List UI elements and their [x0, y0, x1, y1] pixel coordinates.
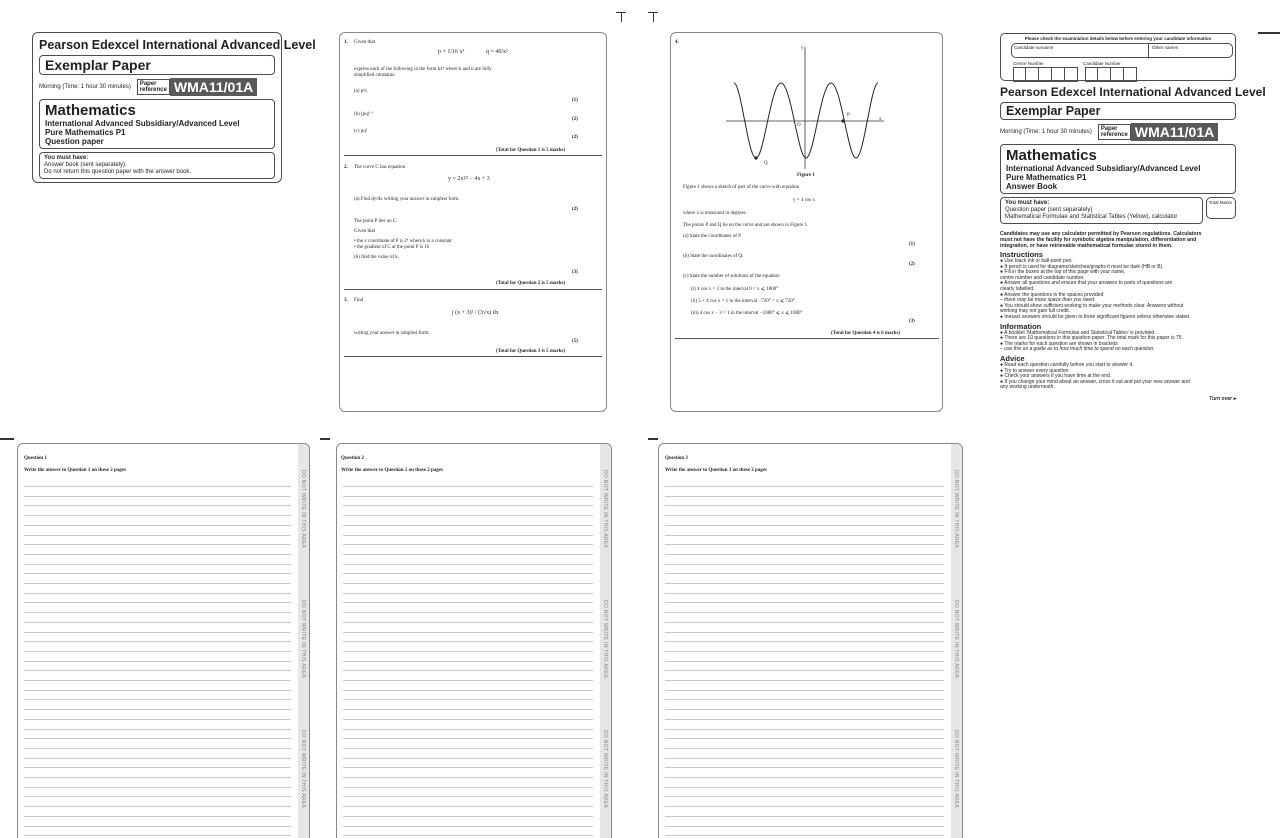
q4-total: (Total for Question 4 is 6 marks) [831, 331, 901, 336]
answer-q3-dnw-3: DO NOT WRITE IN THIS AREA [953, 730, 959, 809]
q1-q-expression: q = 40/x² [486, 49, 508, 55]
q1-mark-c: (2) [572, 135, 578, 140]
q2-part-b: (b) find the value of k. [354, 255, 399, 260]
ab-info-1: ● A booklet ‘Mathematical Formulae and Statistical Tables’ is provided. [1000, 329, 1156, 336]
answer-rule-line [665, 505, 944, 506]
q1-number: 1. [344, 40, 348, 45]
q4-mark-a: (1) [909, 242, 915, 247]
q2-equation: y = 2x³⁄² − 4x + 3 [448, 176, 490, 182]
answer-rule-line [665, 796, 944, 797]
answer-rule-line [665, 777, 944, 778]
q4-figure-caption: Figure 1 [797, 173, 815, 178]
answer-rule-line [343, 729, 593, 730]
q2-bullet-1: • the x coordinate of P is 2ᵏ where k is a constant [354, 239, 452, 244]
q4-points: The points P and Q lie on the curve and are shown in Figure 1. [683, 223, 809, 228]
cover-ref-label-1: Paper [139, 81, 157, 87]
answer-rule-line [24, 651, 291, 652]
answer-rule-line [665, 748, 944, 749]
answer-rule-line [665, 602, 944, 603]
answer-q2-dnw-1: DO NOT WRITE IN THIS AREA [602, 470, 608, 549]
ab-advice-heading: Advice [1000, 353, 1025, 363]
ab-total-marks: Total Marks [1209, 200, 1233, 205]
cover-must1: Answer book (sent separately). [44, 162, 127, 168]
answer-rule-line [343, 505, 593, 506]
cover-title: Pearson Edexcel International Advanced Level [39, 38, 316, 52]
answer-rule-line [24, 496, 291, 497]
q1-total: (Total for Question 1 is 5 marks) [496, 148, 566, 153]
graph-label-q: Q [764, 161, 768, 166]
answer-rule-line [24, 515, 291, 516]
answer-q2-dnw-3: DO NOT WRITE IN THIS AREA [602, 730, 608, 809]
answer-q1-dnw-3: DO NOT WRITE IN THIS AREA [300, 730, 306, 809]
q4-degrees: where x is measured in degrees. [683, 211, 747, 216]
answer-rule-line [665, 816, 944, 817]
q2-text: The curve C has equation [354, 165, 406, 170]
answer-rule-line [24, 729, 291, 730]
answer-rule-line [665, 632, 944, 633]
cover-must-box [39, 152, 275, 179]
answer-rule-line [24, 777, 291, 778]
q4-part-b: (b) State the coordinates of Q. [683, 254, 744, 259]
q4-part-c3: (iii) 4 cos x − 3 = 1 in the interval −1080° ⩽ x ⩽ 1080° [691, 311, 803, 316]
answer-rule-line [343, 796, 593, 797]
q1-part-a: (a) p⅓ [354, 89, 368, 94]
q2-number: 2. [344, 165, 348, 170]
ab-ref-label-2: reference [1100, 132, 1128, 138]
q3-total: (Total for Question 3 is 5 marks) [496, 349, 566, 354]
ab-advice-2: ● Try to answer every question. [1000, 367, 1070, 374]
ab-subject-box [1000, 144, 1236, 194]
answer-rule-line [24, 787, 291, 788]
answer-rule-line [665, 573, 944, 574]
cover-ref-code: WMA11/01A [170, 78, 257, 96]
ab-instructions-list [1000, 259, 1236, 321]
q3-find: Find [354, 298, 364, 303]
answer-rule-line [24, 758, 291, 759]
ab-title: Pearson Edexcel International Advanced Level [1000, 85, 1266, 99]
answer-rule-line [24, 826, 291, 827]
answer-rule-line [24, 661, 291, 662]
ab-must-title: You must have: [1005, 200, 1050, 206]
answer-rule-line [665, 641, 944, 642]
crop-mark [0, 438, 14, 440]
q2-mark-b: (3) [572, 270, 578, 275]
ab-calculator-note [1000, 231, 1236, 249]
answer-rule-line [343, 767, 593, 768]
answer-rule-line [24, 622, 291, 623]
ab-sub2: Pure Mathematics P1 [1006, 173, 1087, 182]
cover-exemplar: Exemplar Paper [39, 55, 275, 75]
q4-number: 4. [675, 40, 679, 45]
cover-ref-label [137, 79, 170, 95]
answer-rule-line [665, 767, 944, 768]
answer-q1-dnw-2: DO NOT WRITE IN THIS AREA [300, 600, 306, 679]
answer-rule-line [343, 583, 593, 584]
answer-rule-line [665, 806, 944, 807]
crop-mark [621, 12, 622, 22]
crop-mark [653, 12, 654, 22]
answer-rule-line [343, 544, 593, 545]
answer-rule-line [343, 554, 593, 555]
answer-rule-line [665, 709, 944, 710]
answer-rule-line [665, 544, 944, 545]
graph-point-q [754, 156, 757, 159]
answer-rule-line [343, 486, 593, 487]
cover-subject-box [39, 99, 275, 149]
ab-instr-4b: clearly labelled. [1000, 285, 1035, 292]
answer-rule-line [665, 719, 944, 720]
answer-rule-line [343, 777, 593, 778]
answer-rule-line [665, 680, 944, 681]
q1-given: Given that [354, 40, 375, 45]
answer-rule-line [665, 787, 944, 788]
ab-instr-3: ● Fill in the boxes at the top of this page with your name, [1000, 269, 1126, 276]
answer-rule-line [343, 680, 593, 681]
answer-q2-heading: Question 2 [341, 456, 364, 461]
answer-rule-line [24, 602, 291, 603]
ab-ref-label [1098, 124, 1131, 140]
answer-rule-line [343, 748, 593, 749]
q4-part-c1: (i) 4 cos x = 3 in the interval 0 < x ⩽ 1800° [691, 287, 779, 292]
ab-other-label: Other names [1152, 45, 1179, 50]
answer-rule-line [665, 661, 944, 662]
answer-rule-line [665, 612, 944, 613]
answer-rule-line [665, 535, 944, 536]
ab-name-divider [1148, 44, 1149, 57]
q4-mark-b: (2) [909, 262, 915, 267]
answer-rule-line [24, 719, 291, 720]
answer-rule-line [665, 699, 944, 700]
answer-rule-line [24, 699, 291, 700]
question-paper-cover [32, 32, 316, 183]
ab-turn-over: Turn over ▸ [1209, 395, 1236, 402]
answer-rule-line [24, 525, 291, 526]
answer-rule-line [24, 593, 291, 594]
answer-rule-line [24, 670, 291, 671]
answer-rule-line [24, 796, 291, 797]
answer-rule-line [665, 826, 944, 827]
answer-page-q3 [658, 443, 963, 838]
answer-rule-line [24, 709, 291, 710]
ab-name-box[interactable] [1011, 43, 1233, 58]
cover-must-title: You must have: [44, 155, 89, 161]
q2-divider [344, 289, 602, 290]
ab-advice-4: ● If you change your mind about an answer, cross it out and put your new answer and [1000, 378, 1190, 385]
answer-q1-dnw-1: DO NOT WRITE IN THIS AREA [300, 470, 306, 549]
q4-part-c: (c) State the number of solutions of the equation [683, 274, 780, 279]
ab-exemplar: Exemplar Paper [1000, 102, 1236, 120]
question-sheet-q4 [670, 32, 943, 412]
ab-calc-2: must not have the facility for symbolic algebra manipulation, differentiation and [1000, 237, 1197, 243]
ab-calc-1: Candidates may use any calculator permitted by Pearson regulations. Calculators [1000, 231, 1202, 237]
ab-information-heading: Information [1000, 321, 1042, 331]
answer-rule-line [343, 719, 593, 720]
answer-rule-line [24, 690, 291, 691]
answer-rule-line [343, 602, 593, 603]
ab-info-2: ● There are 10 questions in this question paper. The total mark for this paper is 75. [1000, 335, 1183, 342]
ab-instr-6b: working may not gain full credit. [1000, 308, 1071, 315]
q2-total: (Total for Question 2 is 5 marks) [496, 281, 566, 286]
crop-mark [320, 438, 330, 440]
graph-label-x: x [879, 117, 882, 122]
answer-rule-line [343, 661, 593, 662]
ab-time-row [1000, 123, 1236, 141]
cover-time: Morning (Time: 1 hour 30 minutes) [39, 84, 131, 90]
answer-rule-line [665, 758, 944, 759]
ab-candidate-boxes[interactable] [1085, 67, 1137, 82]
answer-q2-instruction: Write the answer to Question 2 on these 2 pages [341, 468, 443, 473]
answer-rule-line [343, 806, 593, 807]
answer-rule-line [343, 525, 593, 526]
answer-rule-line [665, 496, 944, 497]
answer-rule-line [343, 641, 593, 642]
question-sheet-q1-q3 [339, 32, 607, 412]
q1-mark-a: (1) [572, 98, 578, 103]
q3-write: writing your answer in simplest form. [354, 331, 430, 336]
answer-rule-line [24, 680, 291, 681]
ab-advice-list [1000, 363, 1236, 391]
answer-rule-line [24, 535, 291, 536]
answer-q3-dnw-1: DO NOT WRITE IN THIS AREA [953, 470, 959, 549]
answer-page-q2 [336, 443, 612, 838]
q1-divider [344, 155, 602, 156]
ab-calc-3: integration, or have retrievable mathematical formulae stored in them. [1000, 243, 1173, 249]
answer-rule-line [24, 816, 291, 817]
answer-q3-instruction: Write the answer to Question 3 on these 2 pages [665, 468, 767, 473]
answer-rule-line [343, 690, 593, 691]
ab-sub1: International Advanced Subsidiary/Advanced Level [1006, 164, 1201, 173]
q4-part-a: (a) State the coordinates of P. [683, 234, 742, 239]
cover-ref-label-2: reference [139, 87, 167, 93]
ab-advice-1: ● Read each question carefully before you start to answer it. [1000, 361, 1134, 368]
ab-instr-5b: – there may be more space than you need. [1000, 297, 1096, 304]
answer-rule-line [343, 651, 593, 652]
answer-rule-line [343, 535, 593, 536]
q3-divider [344, 356, 602, 357]
answer-rule-line [24, 583, 291, 584]
answer-rule-line [665, 738, 944, 739]
ab-ref-label-1: Paper [1100, 126, 1118, 132]
answer-rule-line [665, 515, 944, 516]
answer-rule-line [24, 573, 291, 574]
answer-rule-line [24, 748, 291, 749]
cover-time-row [39, 78, 275, 96]
ab-check: Please check the examination details below before entering your candidate information [1024, 36, 1212, 41]
ab-must-box [1000, 197, 1203, 224]
ab-instr-2: ● If pencil is used for diagrams/sketches/graphs it must be dark (HB or B). [1000, 263, 1164, 270]
ab-instr-6: ● You should show sufficient working to make your methods clear. Answers without [1000, 302, 1184, 309]
q2-given: Given that [354, 229, 375, 234]
answer-rule-line [665, 554, 944, 555]
ab-advice-3: ● Check your answers if you have time at the end. [1000, 373, 1112, 380]
q1-part-c: (c) pq² [354, 129, 368, 134]
answer-rule-line [665, 729, 944, 730]
answer-rule-line [24, 544, 291, 545]
answer-page-q1 [17, 443, 310, 838]
graph-label-p: P [847, 113, 850, 118]
cover-sub2: Pure Mathematics P1 [45, 128, 126, 137]
answer-rule-line [343, 573, 593, 574]
q1-instruction-2: simplified constants. [354, 73, 396, 78]
ab-advice-4b: any working underneath. [1000, 384, 1055, 391]
answer-rule-line [343, 826, 593, 827]
answer-rule-line [665, 564, 944, 565]
ab-information-list [1000, 331, 1236, 353]
q2-mark-a: (2) [572, 207, 578, 212]
answer-rule-line [665, 622, 944, 623]
answer-rule-line [343, 787, 593, 788]
answer-rule-line [24, 486, 291, 487]
ab-time: Morning (Time: 1 hour 30 minutes) [1000, 129, 1092, 135]
q4-shows: Figure 1 shows a sketch of part of the curve with equation [683, 185, 800, 190]
answer-rule-line [343, 622, 593, 623]
answer-rule-line [665, 835, 944, 836]
ab-instructions-heading: Instructions [1000, 250, 1043, 259]
answer-rule-line [343, 816, 593, 817]
q3-number: 3. [344, 298, 348, 303]
answer-rule-line [343, 738, 593, 739]
answer-rule-line [343, 564, 593, 565]
answer-rule-line [24, 806, 291, 807]
ab-must2: Mathematical Formulae and Statistical Tables (Yellow), calculator [1005, 214, 1178, 220]
ab-instr-5: ● Answer the questions in the spaces provided [1000, 291, 1104, 298]
q3-integral: ∫ (x + 3)² / (3√x) dx [452, 310, 499, 316]
ab-sub3: Answer Book [1006, 182, 1058, 191]
q4-cosine-graph [726, 43, 886, 173]
answer-rule-line [343, 758, 593, 759]
answer-rule-line [343, 835, 593, 836]
answer-rule-line [24, 564, 291, 565]
cover-must2: Do not return this question paper with the answer book. [44, 169, 192, 175]
q4-mark-c: (3) [909, 319, 915, 324]
q1-mark-b: (2) [572, 117, 578, 122]
answer-rule-line [343, 670, 593, 671]
answer-q1-instruction: Write the answer to Question 1 on these 2 pages [24, 468, 126, 473]
answer-rule-line [343, 632, 593, 633]
answer-rule-line [665, 593, 944, 594]
q3-mark: (5) [572, 339, 578, 344]
q2-point-p: The point P lies on C. [354, 219, 398, 224]
q2-part-a: (a) Find dy/dx writing your answer in simplest form. [354, 197, 460, 202]
answer-rule-line [665, 583, 944, 584]
answer-rule-line [665, 651, 944, 652]
answer-rule-line [24, 767, 291, 768]
graph-curve [734, 83, 878, 158]
q1-instruction: express each of the following in the form kxⁿ where k and n are fully [354, 67, 492, 72]
answer-rule-line [343, 699, 593, 700]
answer-rule-line [343, 515, 593, 516]
answer-rule-line [665, 690, 944, 691]
ab-instr-7: ● Inexact answers should be given to three significant figures unless otherwise stated. [1000, 313, 1191, 320]
answer-rule-line [665, 486, 944, 487]
answer-q1-heading: Question 1 [24, 456, 47, 461]
answer-rule-line [24, 641, 291, 642]
ab-ref-code: WMA11/01A [1131, 123, 1218, 141]
ab-info-3: ● The marks for each question are shown in brackets [1000, 340, 1118, 347]
answer-q3-heading: Question 3 [665, 456, 688, 461]
cover-subject: Mathematics [45, 102, 136, 119]
q1-p-expression: p = 1/16 x³ [438, 49, 465, 55]
ab-candidate-label: Candidate Number [1083, 61, 1121, 66]
cover-sub1: International Advanced Subsidiary/Advanced Level [45, 119, 240, 128]
cover-sub3: Question paper [45, 137, 104, 146]
answer-rule-line [24, 554, 291, 555]
ab-surname-label: Candidate surname [1014, 45, 1054, 50]
crop-mark [1258, 32, 1280, 34]
answer-rule-line [24, 612, 291, 613]
answer-rule-line [665, 670, 944, 671]
answer-rule-line [24, 632, 291, 633]
ab-subject: Mathematics [1006, 147, 1097, 164]
answer-rule-line [343, 496, 593, 497]
answer-book-cover [1000, 33, 1266, 402]
answer-q3-dnw-2: DO NOT WRITE IN THIS AREA [953, 600, 959, 679]
q1-part-b: (b) (pq)⁻¹ [354, 112, 374, 117]
graph-label-o: O [797, 123, 801, 128]
answer-rule-line [665, 525, 944, 526]
graph-label-y: y [801, 46, 804, 51]
q4-divider [675, 338, 939, 339]
ab-centre-label: Centre Number [1013, 61, 1044, 66]
q4-equation: y = 4 cos x [793, 198, 815, 203]
ab-total-marks-box[interactable] [1206, 197, 1236, 219]
answer-rule-line [24, 835, 291, 836]
answer-q2-dnw-2: DO NOT WRITE IN THIS AREA [602, 600, 608, 679]
ab-instr-4: ● Answer all questions and ensure that your answers to parts of questions are [1000, 280, 1173, 287]
answer-rule-line [343, 612, 593, 613]
ab-info-3b: – use this as a guide as to how much time to spend on each question. [1000, 346, 1155, 353]
q2-bullet-2: • the gradient of C at the point P is 16 [354, 245, 430, 250]
ab-must1: Question paper (sent separately) [1005, 207, 1093, 213]
ab-centre-boxes[interactable] [1013, 67, 1078, 82]
crop-mark [648, 438, 658, 440]
answer-rule-line [24, 738, 291, 739]
ab-instr-3b: centre number and candidate number. [1000, 274, 1085, 281]
answer-rule-line [343, 593, 593, 594]
answer-rule-line [343, 709, 593, 710]
q4-part-c2: (ii) 5 + 4 cos x = 1 in the interval −720° < x ⩽ 720° [691, 299, 795, 304]
answer-rule-line [24, 505, 291, 506]
graph-point-p [841, 119, 844, 122]
ab-instr-1: ● Use black ink or ball-point pen. [1000, 258, 1073, 264]
